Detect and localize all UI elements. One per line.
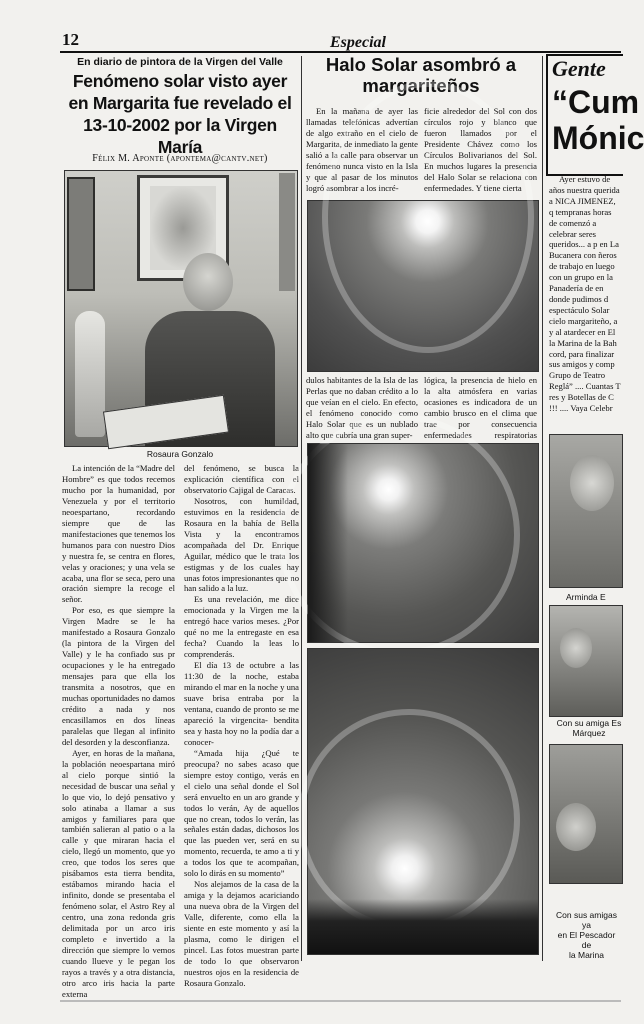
sidebar-photo-2 xyxy=(549,605,623,717)
page-number: 12 xyxy=(62,30,79,49)
paragraph: del fenómeno, se busca la explicación científica con el observatorio Cajigal de Caracas. xyxy=(184,463,299,495)
woman-head xyxy=(183,253,233,311)
bottom-edge xyxy=(60,1000,621,1002)
column-divider-right xyxy=(542,56,543,961)
right-article-mid-b: lógica, la presencia de hielo en la alta atmósfera en varias ocasiones es indicadora de un cambio brusco en el clima que trae por consecuencia enfermedades respiratorias xyxy=(424,375,537,440)
left-article-kicker: En diario de pintora de la Virgen del Valle xyxy=(77,56,283,68)
sidebar-title xyxy=(552,84,644,156)
paragraph: Ayer estuvo de años nuestra querida a NICA JIMENEZ, q tempranas horas de comenzó a celebrar seres queridos... a p en La Bucanera con ñeros de trabajo en luego con un grupo en la Panadería de en donde pudimos d espectáculo Solar cielo margariteño, a y al atardecer en El la Marina de la Bah cord, para finalizar sus amigos y comp Grupo de Teatro Reglá” .... Cuantas T res y Botellas de C !!! .... Vaya Celebr xyxy=(549,174,621,414)
portrait-photo xyxy=(64,170,298,447)
left-article-column-1 xyxy=(62,463,175,1000)
paragraph: El día 13 de octubre a las 11:30 de la noche, estaba mirando el mar en la noche y una suave brisa entraba por la ventana, cuando de pronto se me apareció la virgencita- bendita sea y hasta hoy no la podía dar a conocer- xyxy=(184,660,299,747)
right-article-intro-a: En la mañana de ayer las llamadas telefónicas advertían de algo extraño en el cielo de Margarita, de inmediato la gente salió a la calle para observar un fenómeno nunca visto en la Isla y que al pasar de los minutos logró asombrar a los incré- xyxy=(306,106,418,193)
halo-photo-1 xyxy=(307,200,539,372)
section-name: Especial xyxy=(330,34,386,51)
sidebar-kicker: Gente xyxy=(552,56,606,81)
sidebar-photo-1 xyxy=(549,434,623,588)
sidebar-photo-3 xyxy=(549,744,623,884)
sidebar-body xyxy=(549,174,621,430)
left-wall-painting xyxy=(67,177,95,291)
sidebar-title-line1: “Cum xyxy=(552,84,640,120)
right-article-intro-b: ficie alrededor del Sol con dos círculos rojo y blanco que fueron llamados por el Presidente Chávez como los Círculos Bolivarianos del Sol. En muchos lugares la presencia del Halo Solar se relaciona con enfermedades. Y tiene cierta xyxy=(424,106,537,193)
right-wall-panel xyxy=(279,173,295,291)
left-article-byline: Félix M. Aponte (apontema@cantv.net) xyxy=(92,153,268,164)
left-article-headline: Fenómeno solar visto ayer en Margarita fue revelado el 13-10-2002 por la Virgen María xyxy=(68,71,292,157)
paragraph: “Amada hija ¿Qué te preocupa? no sabes acaso que siempre estoy contigo, verás en el cielo una señal donde el Sol será envuelto en un aro grande y todos lo verán, Ay de aquellos que no crean, todos lo verán, las señales están dadas, dichosos los que las pueden ver, será en su momento, recuerda, te amo a ti y a todos los que te acompañan, solo lo dirás en su momento” xyxy=(184,747,299,879)
right-article-headline: Halo Solar asombró a margariteños xyxy=(325,54,517,96)
sidebar-title-line2: Mónic xyxy=(552,120,644,156)
paragraph: Por eso, es que siempre la Virgen Madre se le ha manifestado a Rosaura Gonzalo (la pintora de la Virgen del Valle) y le ha confiado sus pr ocupaciones y le ha entregado mensajes para que ella los transmita a nosotros, que en muchas oportunidades no damos crédito a nada y nos encasillamos en dos líneas paralelas que llegan al infinito del desorden y la desconfianza. xyxy=(62,605,175,747)
sidebar-caption-3: Con sus amigas ya en El Pescador de la Marina xyxy=(556,910,617,960)
paragraph: Nos alejamos de la casa de la amiga y la dejamos acariciando una nueva obra de la Virgen del Valle, diferente, como ella la siente en este momento y así la plasma, como le dirigen el pincel. Las fotos muestran parte de todo lo que observaron nuestros ojos en la residencia de Rosaura Gonzalo. xyxy=(184,879,299,988)
sidebar-caption-2: Con su amiga Es Márquez xyxy=(556,718,622,738)
halo-photo-2 xyxy=(307,443,539,643)
sidebar-caption-1: Arminda E xyxy=(566,592,606,602)
right-article-mid-a: dulos habitantes de la Isla de las Perlas que no daban crédito a lo que veían en el cielo. En efecto, el fenómeno conocido como Halo Solar que es un nublado alto que cubría una gran super- xyxy=(306,375,418,440)
palm-fronds xyxy=(308,444,348,642)
paragraph: Es una revelación, me dice emocionada y la Virgen me la entregó hace varios meses. ¿Por qué no me la entregaste en esa fecha? Cuando la leas lo comprenderás. xyxy=(184,594,299,660)
halo-photo-3 xyxy=(307,648,539,955)
grass-silhouette xyxy=(308,899,538,954)
paragraph: Nosotros, con humildad, estuvimos en la residencia de Rosaura en la bahía de Bella Vista y la encontramos acompañada del Dr. Enrique Aguilar, médico que le trata los estigmas y de los cuales hay unas fotos impresionantes que no han salido a la luz. xyxy=(184,495,299,594)
header-rule xyxy=(60,51,621,53)
paragraph: Ayer, en horas de la mañana, la población neoespartana miró al cielo porque sintió la necesidad de buscar una señal y lo que vio, lo dejó pensativo y solo atinaba a llamar a sus amigos y familiares para que también salieran al patio o a la calle y que miraran hacia el cielo, llegó un momento, que yo creo, que todos los seres que pisábamos esta tierra bendita, estábamos mirando hacia el infinito, donde se presentaba el fenómeno solar, el Astro Rey al centro, una zona redonda gris delimitada por un arco iris completo e invertido a la dirección que siempre lo vemos cuando llueve y le pegan los rayos a través y a otra distancia, otro arco iris hacia la parte externa xyxy=(62,747,175,999)
paragraph: La intención de la “Madre del Hombre” es que todos recemos mucho por la humanidad, por Venezuela y por el territorio neoespartano, recordando siempre que de las manifestaciones que tenemos los humanos para con nuestro Dios y nuestra fe, se centra en flores, velas y oraciones; y una vela se acaba, una flor se seca, pero una oración siempre la recoge el señor. xyxy=(62,463,175,605)
virgin-statue xyxy=(75,311,105,437)
portrait-caption: Rosaura Gonzalo xyxy=(146,449,214,459)
